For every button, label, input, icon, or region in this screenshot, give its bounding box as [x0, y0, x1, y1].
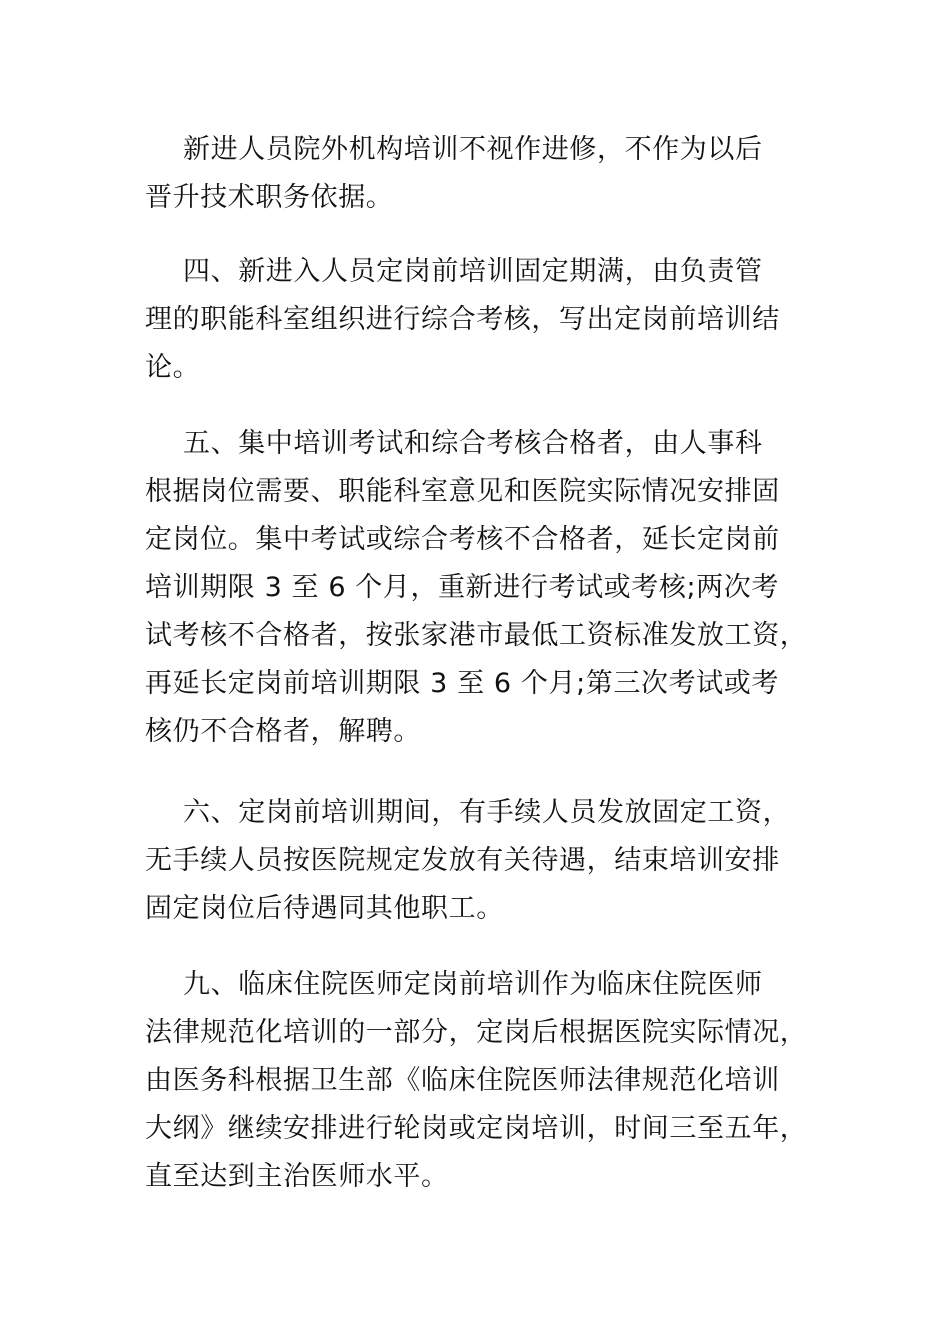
paragraph-line: 六、定岗前培训期间，有手续人员发放固定工资， — [183, 797, 791, 828]
paragraph-training-note — [145, 126, 825, 222]
paragraph-line: 再延长定岗前培训期限 3 至 6 个月;第三次考试或考 — [145, 668, 779, 699]
paragraph-line: 直至达到主治医师水平。 — [145, 1161, 449, 1192]
paragraph-line: 晋升技术职务依据。 — [145, 182, 394, 213]
paragraph-line: 试考核不合格者，按张家港市最低工资标准发放工资， — [145, 620, 808, 651]
paragraph-section-6 — [145, 789, 825, 933]
paragraph-line: 固定岗位后待遇同其他职工。 — [145, 893, 504, 924]
paragraph-line: 理的职能科室组织进行综合考核，写出定岗前培训结 — [145, 304, 780, 335]
paragraph-line: 培训期限 3 至 6 个月，重新进行考试或考核;两次考 — [145, 572, 779, 603]
paragraph-section-4 — [145, 248, 825, 392]
paragraph-line: 新进人员院外机构培训不视作进修，不作为以后 — [183, 134, 763, 165]
paragraph-section-9 — [145, 961, 825, 1201]
paragraph-line: 根据岗位需要、职能科室意见和医院实际情况安排固 — [145, 476, 780, 507]
paragraph-line: 由医务科根据卫生部《临床住院医师法律规范化培训 — [145, 1065, 780, 1096]
paragraph-line: 定岗位。集中考试或综合考核不合格者，延长定岗前 — [145, 524, 780, 555]
paragraph-line: 核仍不合格者，解聘。 — [145, 716, 421, 747]
paragraph-line: 无手续人员按医院规定发放有关待遇，结束培训安排 — [145, 845, 780, 876]
paragraph-line: 四、新进入人员定岗前培训固定期满，由负责管 — [183, 256, 763, 287]
paragraph-section-5 — [145, 420, 825, 756]
paragraph-line: 九、临床住院医师定岗前培训作为临床住院医师 — [183, 969, 763, 1000]
paragraph-line: 大纲》继续安排进行轮岗或定岗培训，时间三至五年， — [145, 1113, 808, 1144]
paragraph-line: 法律规范化培训的一部分，定岗后根据医院实际情况， — [145, 1017, 808, 1048]
paragraph-line: 论。 — [145, 352, 201, 383]
paragraph-line: 五、集中培训考试和综合考核合格者，由人事科 — [183, 428, 763, 459]
